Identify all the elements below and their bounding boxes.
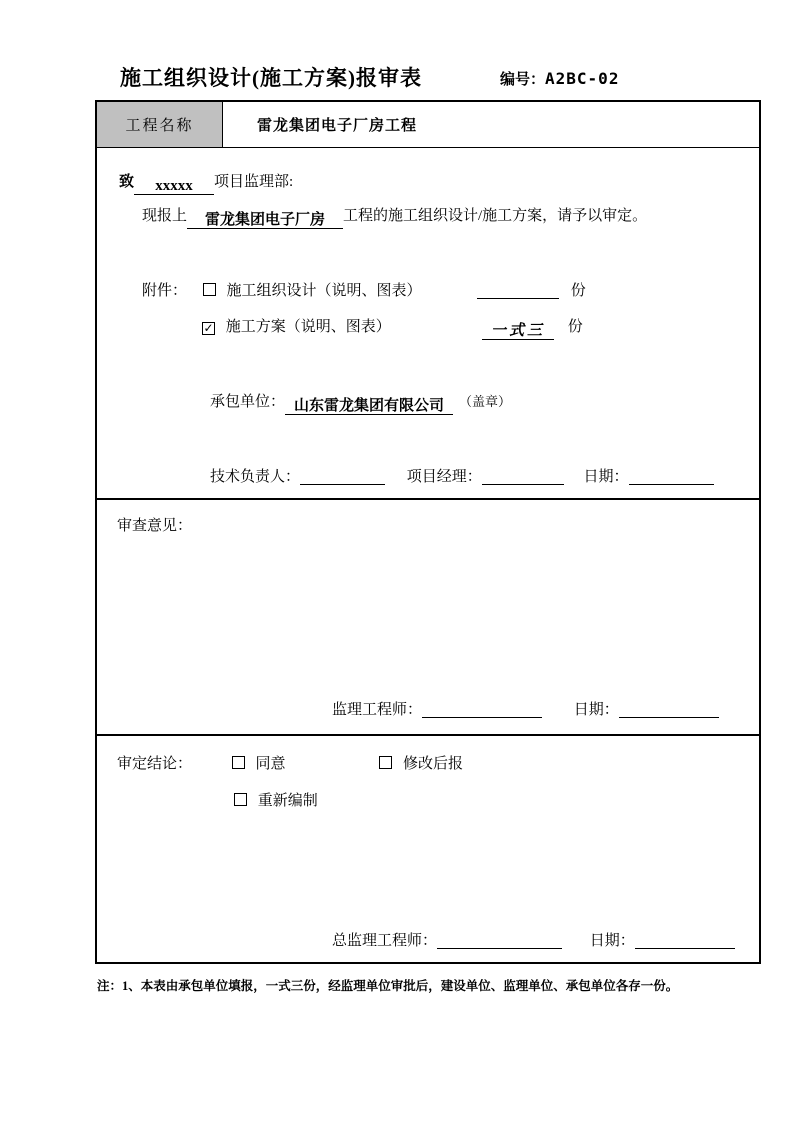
attachment2-count-group [482,315,583,340]
verdict-line1 [117,752,463,773]
attachment2-count-blank [482,322,554,340]
date-label-verdict: 日期： [589,933,635,949]
doc-number-label: 编号： [500,72,546,88]
chief-supervisor-label: 总监理工程师： [332,933,438,949]
to-suffix: 项目监理部: [214,174,294,190]
date-label-review: 日期： [573,702,619,718]
doc-number-value: A2BC-02 [545,69,620,88]
report-line [142,204,647,229]
tech-lead-blank [300,467,385,485]
attachment1-unit: 份 [570,283,586,299]
to-prefix: 致 [119,174,135,190]
date-blank-main [629,467,714,485]
contractor-blank [285,397,453,415]
attachments-label: 附件： [142,283,188,299]
report-blank [187,211,343,229]
attachment2-label: 施工方案（说明、图表） [225,319,391,335]
tech-lead-label: 技术负责人： [210,469,301,485]
project-name-label: 工程名称 [97,102,223,147]
verdict-title: 审定结论： [117,756,193,772]
section-verdict [97,736,759,959]
to-line [119,170,293,195]
contractor-label: 承包单位： [210,394,286,410]
contractor-value: 山东雷龙集团有限公司 [294,398,445,414]
project-name-value: 雷龙集团电子厂房工程 [257,118,418,134]
attachment1-line [142,279,422,300]
doc-number [500,68,619,89]
attachment2-checkbox-checked[interactable] [202,322,215,335]
attachment2-line [202,315,391,336]
attachment1-label: 施工组织设计（说明、图表） [226,283,422,299]
date-label-main: 日期： [583,469,629,485]
contractor-line [210,390,511,415]
footnote: 注：1、本表由承包单位填报，一式三份，经监理单位审批后，建设单位、监理单位、承包单位各存一份。 [97,979,679,993]
review-signature-line [332,698,719,719]
attachment1-count-blank [477,281,559,299]
verdict-line2 [234,789,318,810]
attachment2-count: 一式三 [490,323,545,339]
to-blank [134,177,214,195]
verdict-redo-checkbox[interactable] [234,793,247,806]
verdict-agree-checkbox[interactable] [232,756,245,769]
date-blank-verdict [635,931,735,949]
supervisor-label: 监理工程师： [332,702,423,718]
verdict-revise-label: 修改后报 [403,756,464,772]
report-prefix: 现报上 [142,208,188,224]
pm-blank [482,467,564,485]
signature-line [210,465,714,486]
verdict-agree-label: 同意 [255,756,286,772]
seal-note: （盖章） [459,394,512,409]
project-name-row [97,102,759,148]
to-value: xxxxx [155,178,193,194]
check-icon: ✓ [203,321,214,335]
section-review [97,500,759,736]
attachment1-checkbox-unchecked[interactable] [203,283,216,296]
supervisor-blank [422,700,542,718]
verdict-signature-line [332,929,735,950]
report-value: 雷龙集团电子厂房 [205,212,326,228]
review-title: 审查意见： [117,518,193,534]
page-title: 施工组织设计(施工方案)报审表 [120,66,422,90]
form-table [95,100,761,964]
attachment1-count-group [477,279,586,300]
pm-label: 项目经理： [406,469,482,485]
verdict-redo-label: 重新编制 [257,793,318,809]
chief-supervisor-blank [437,931,562,949]
verdict-revise-checkbox[interactable] [379,756,392,769]
section-main [97,148,759,500]
attachment2-unit: 份 [567,319,583,335]
report-suffix: 工程的施工组织设计/施工方案，请予以审定。 [343,208,648,224]
date-blank-review [619,700,719,718]
